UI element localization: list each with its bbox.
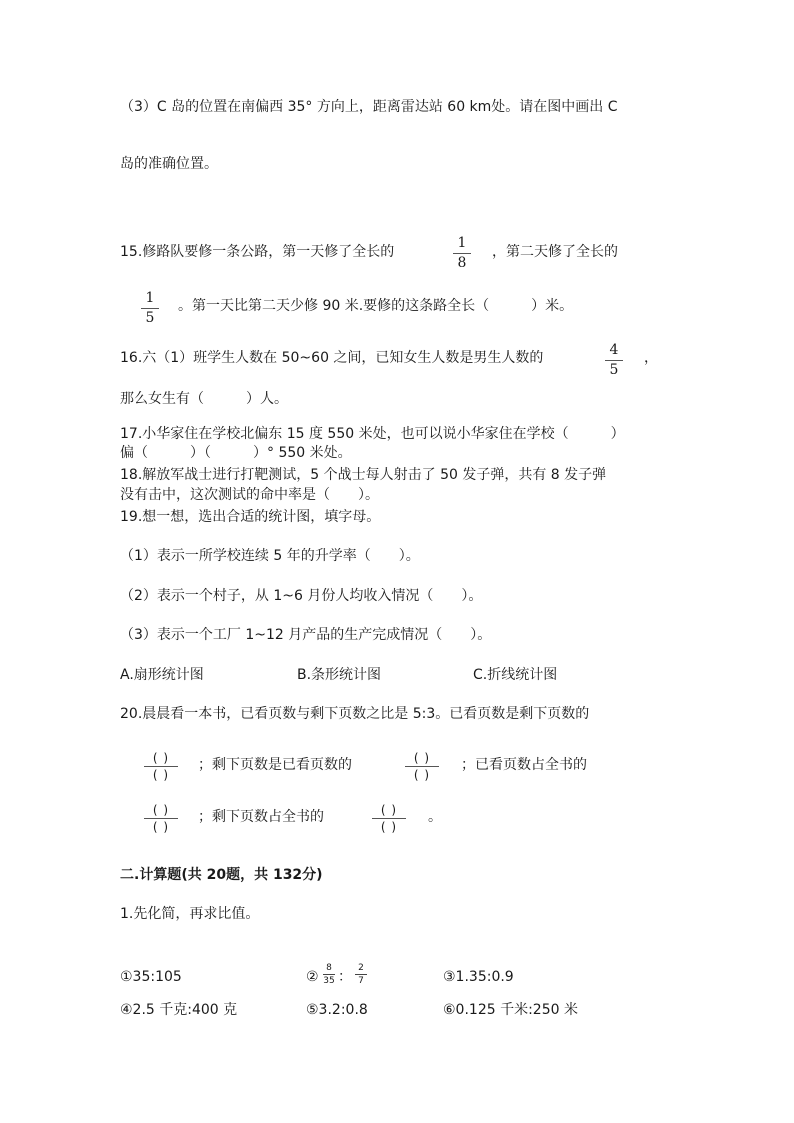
fraction-denominator: 5: [609, 362, 619, 378]
q14-part3-line2: 岛的准确位置。: [120, 156, 218, 172]
fraction-denominator: 5: [145, 310, 155, 326]
q20-text2: ；已看页数占全书的: [461, 757, 587, 773]
q19-option-a: A.扇形统计图: [120, 667, 204, 683]
q16-fraction: [603, 343, 625, 378]
fraction-bar: [605, 360, 623, 361]
fraction-bar: [453, 253, 471, 254]
calc-item-2: ②: [306, 969, 319, 985]
q20-end: 。: [428, 809, 442, 825]
fraction-bar: [372, 818, 406, 819]
q20-text1: ；剩下页数是已看页数的: [198, 757, 352, 773]
blank-numerator: ( ): [413, 751, 431, 765]
calc-item-4: ④2.5 千克:400 克: [120, 1002, 238, 1018]
q19-option-b: B.条形统计图: [297, 667, 382, 683]
calc-item-2-fraction-1: [322, 963, 336, 986]
fraction-denominator: 8: [457, 255, 467, 271]
q20-blank-fraction-4: [372, 803, 406, 834]
q15-prefix: 15.修路队要修一条公路，第一天修了全长的: [120, 244, 395, 260]
q16-line2: 那么女生有（ ）人。: [120, 391, 288, 407]
fraction-denominator: 7: [358, 976, 364, 986]
fraction-numerator: 4: [609, 342, 619, 358]
blank-denominator: ( ): [380, 820, 398, 834]
section2-q1-title: 1.先化简，再求比值。: [120, 906, 260, 922]
fraction-bar: [144, 766, 178, 767]
calc-item-2-colon: ：: [338, 969, 352, 985]
q19-option-c: C.折线统计图: [473, 667, 558, 683]
q15-mid: ，第二天修了全长的: [492, 244, 618, 260]
fraction-bar: [323, 974, 335, 975]
blank-numerator: ( ): [380, 803, 398, 817]
calc-item-3: ③1.35:0.9: [443, 969, 514, 985]
q18-line2: 没有击中，这次测试的命中率是（ ）。: [120, 487, 379, 503]
blank-numerator: ( ): [152, 803, 170, 817]
q19-item-3: （3）表示一个工厂 1~12 月产品的生产完成情况（ ）。: [120, 627, 492, 643]
q20-blank-fraction-3: [144, 803, 178, 834]
q15-fraction-1: [451, 236, 473, 271]
calc-item-5: ⑤3.2:0.8: [306, 1002, 368, 1018]
fraction-bar: [355, 974, 367, 975]
fraction-bar: [141, 308, 159, 309]
q15-suffix: 。第一天比第二天少修 90 米.要修的这条路全长（ ）米。: [178, 298, 574, 314]
q20-blank-fraction-1: [144, 751, 178, 782]
calc-item-6: ⑥0.125 千米:250 米: [443, 1002, 578, 1018]
fraction-numerator: 1: [145, 290, 155, 306]
blank-numerator: ( ): [152, 751, 170, 765]
q20-blank-fraction-2: [405, 751, 439, 782]
blank-denominator: ( ): [413, 768, 431, 782]
fraction-bar: [144, 818, 178, 819]
q19-item-1: （1）表示一所学校连续 5 年的升学率（ ）。: [120, 548, 420, 564]
q15-fraction-2: [139, 291, 161, 326]
fraction-bar: [405, 766, 439, 767]
q17-line1: 17.小华家住在学校北偏东 15 度 550 米处，也可以说小华家住在学校（ ）: [120, 426, 625, 442]
q14-part3-line1: （3）C 岛的位置在南偏西 35° 方向上，距离雷达站 60 km处。请在图中画出 C: [120, 99, 618, 115]
section2-heading: 二.计算题(共 20题，共 132分): [120, 867, 323, 883]
q18-line1: 18.解放军战士进行打靶测试，5 个战士每人射击了 50 发子弹，共有 8 发子弹: [120, 467, 607, 483]
blank-denominator: ( ): [152, 768, 170, 782]
blank-denominator: ( ): [152, 820, 170, 834]
fraction-numerator: 2: [358, 963, 364, 973]
calc-item-1: ①35:105: [120, 969, 182, 985]
q20-title: 20.晨晨看一本书，已看页数与剩下页数之比是 5:3。已看页数是剩下页数的: [120, 706, 590, 722]
fraction-numerator: 1: [457, 235, 467, 251]
q20-text3: ；剩下页数占全书的: [198, 809, 324, 825]
fraction-numerator: 8: [326, 963, 332, 973]
q17-line2: 偏（ ）（ ）° 550 米处。: [120, 445, 352, 461]
q16-tail: ，: [644, 350, 658, 366]
q16-prefix: 16.六（1）班学生人数在 50~60 之间，已知女生人数是男生人数的: [120, 350, 544, 366]
fraction-denominator: 35: [323, 976, 335, 986]
q19-title: 19.想一想，选出合适的统计图，填字母。: [120, 509, 381, 525]
q19-item-2: （2）表示一个村子，从 1~6 月份人均收入情况（ ）。: [120, 588, 483, 604]
calc-item-2-fraction-2: [354, 963, 368, 986]
